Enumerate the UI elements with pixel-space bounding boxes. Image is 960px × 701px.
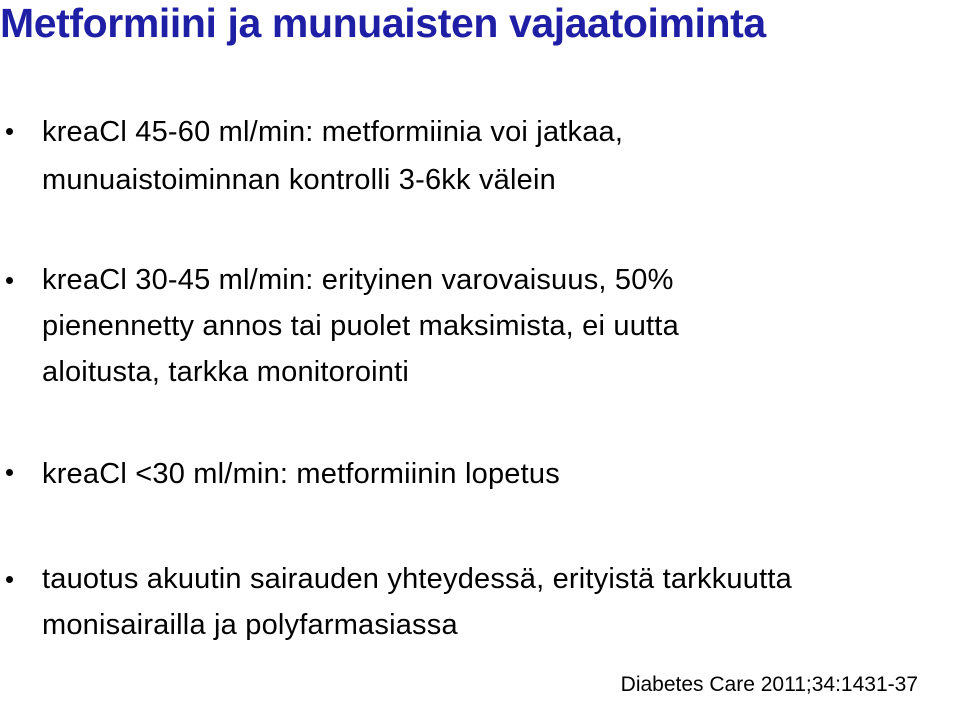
bullet-line: kreaCl 30-45 ml/min: erityinen varovaisuus, 50% <box>42 264 674 296</box>
bullet-line: aloitusta, tarkka monitorointi <box>42 356 410 388</box>
bullet-line: monisairailla ja polyfarmasiassa <box>42 609 458 641</box>
bullet-dot-icon <box>6 469 13 476</box>
slide-title: Metformiini ja munuaisten vajaatoiminta <box>0 0 766 46</box>
bullet-dot-icon <box>6 128 13 135</box>
bullet-text <box>42 556 932 648</box>
bullet-line: tauotus akuutin sairauden yhteydessä, erityistä tarkkuutta <box>42 563 792 595</box>
citation: Diabetes Care 2011;34:1431-37 <box>620 673 918 696</box>
bullet-line: munuaistoiminnan kontrolli 3-6kk välein <box>42 164 556 196</box>
bullet-line: kreaCl 45-60 ml/min: metformiinia voi jatkaa, <box>42 116 624 148</box>
bullet-dot-icon <box>6 576 13 583</box>
bullet-text <box>42 257 932 395</box>
bullet-text <box>42 108 932 204</box>
bullet-dot-icon <box>6 277 13 284</box>
bullet-text <box>42 449 932 499</box>
bullet-line: kreaCl <30 ml/min: metformiinin lopetus <box>42 458 560 490</box>
bullet-line: pienennetty annos tai puolet maksimista, ei uutta <box>42 310 679 342</box>
